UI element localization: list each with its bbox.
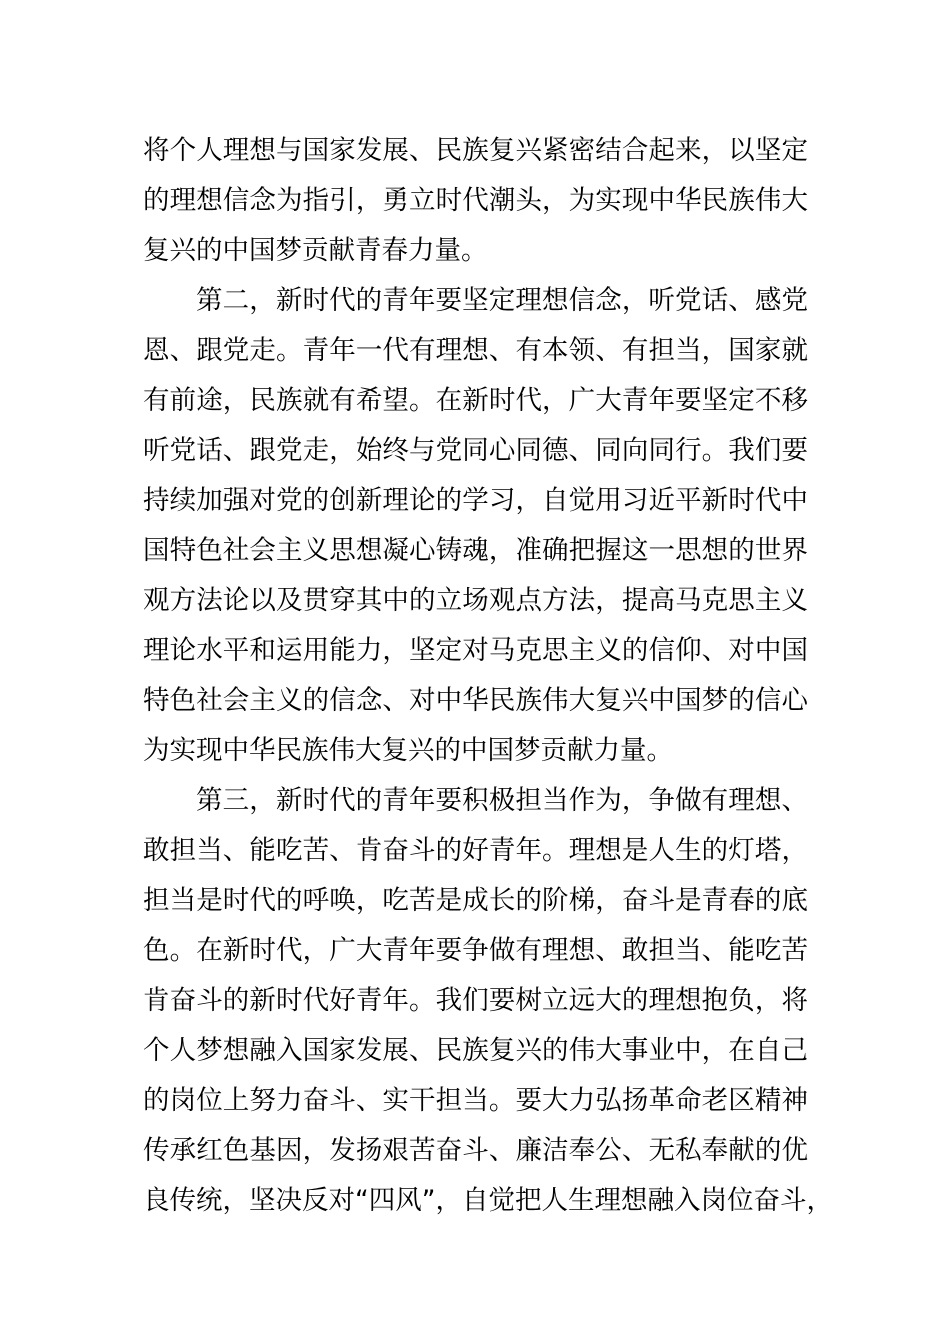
paragraph-2-line-4: 听党话、跟党走，始终与党同心同德、同向同行。我们要 [143, 435, 808, 466]
paragraph-3-line-7: 的岗位上努力奋斗、实干担当。要大力弘扬革命老区精神 [143, 1085, 808, 1116]
paragraph-1-line-2: 的理想信念为指引，勇立时代潮头，为实现中华民族伟大 [143, 185, 808, 216]
paragraph-1-line-3: 复兴的中国梦贡献青春力量。 [143, 235, 488, 266]
paragraph-2-line-6: 国特色社会主义思想凝心铸魂，准确把握这一思想的世界 [143, 535, 808, 566]
paragraph-2-line-5: 持续加强对党的创新理论的学习，自觉用习近平新时代中 [143, 485, 808, 516]
paragraph-2-line-2: 恩、跟党走。青年一代有理想、有本领、有担当，国家就 [143, 335, 808, 366]
paragraph-3-line-5: 肯奋斗的新时代好青年。我们要树立远大的理想抱负，将 [143, 985, 808, 1016]
paragraph-3-line-4: 色。在新时代，广大青年要争做有理想、敢担当、能吃苦 [143, 935, 808, 966]
paragraph-2-line-3: 有前途，民族就有希望。在新时代，广大青年要坚定不移 [143, 385, 808, 416]
document-body [143, 126, 833, 1226]
paragraph-3-line-8: 传承红色基因，发扬艰苦奋斗、廉洁奉公、无私奉献的优 [143, 1135, 808, 1166]
paragraph-2-line-7: 观方法论以及贯穿其中的立场观点方法，提高马克思主义 [143, 585, 808, 616]
paragraph-2-line-1: 第二，新时代的青年要坚定理想信念，听党话、感党 [196, 285, 808, 316]
paragraph-2-line-9: 特色社会主义的信念、对中华民族伟大复兴中国梦的信心 [143, 685, 808, 716]
paragraph-2-line-8: 理论水平和运用能力，坚定对马克思主义的信仰、对中国 [143, 635, 808, 666]
paragraph-3-line-2: 敢担当、能吃苦、肯奋斗的好青年。理想是人生的灯塔， [143, 835, 808, 866]
paragraph-1-line-1: 将个人理想与国家发展、民族复兴紧密结合起来，以坚定 [143, 135, 808, 166]
paragraph-2-line-10: 为实现中华民族伟大复兴的中国梦贡献力量。 [143, 735, 673, 766]
paragraph-3-line-3: 担当是时代的呼唤，吃苦是成长的阶梯，奋斗是青春的底 [143, 885, 808, 916]
paragraph-3-line-1: 第三，新时代的青年要积极担当作为，争做有理想、 [196, 785, 808, 816]
paragraph-3-line-9: 良传统，坚决反对“四风”，自觉把人生理想融入岗位奋斗， [143, 1185, 833, 1216]
paragraph-3-line-6: 个人梦想融入国家发展、民族复兴的伟大事业中，在自己 [143, 1035, 808, 1066]
